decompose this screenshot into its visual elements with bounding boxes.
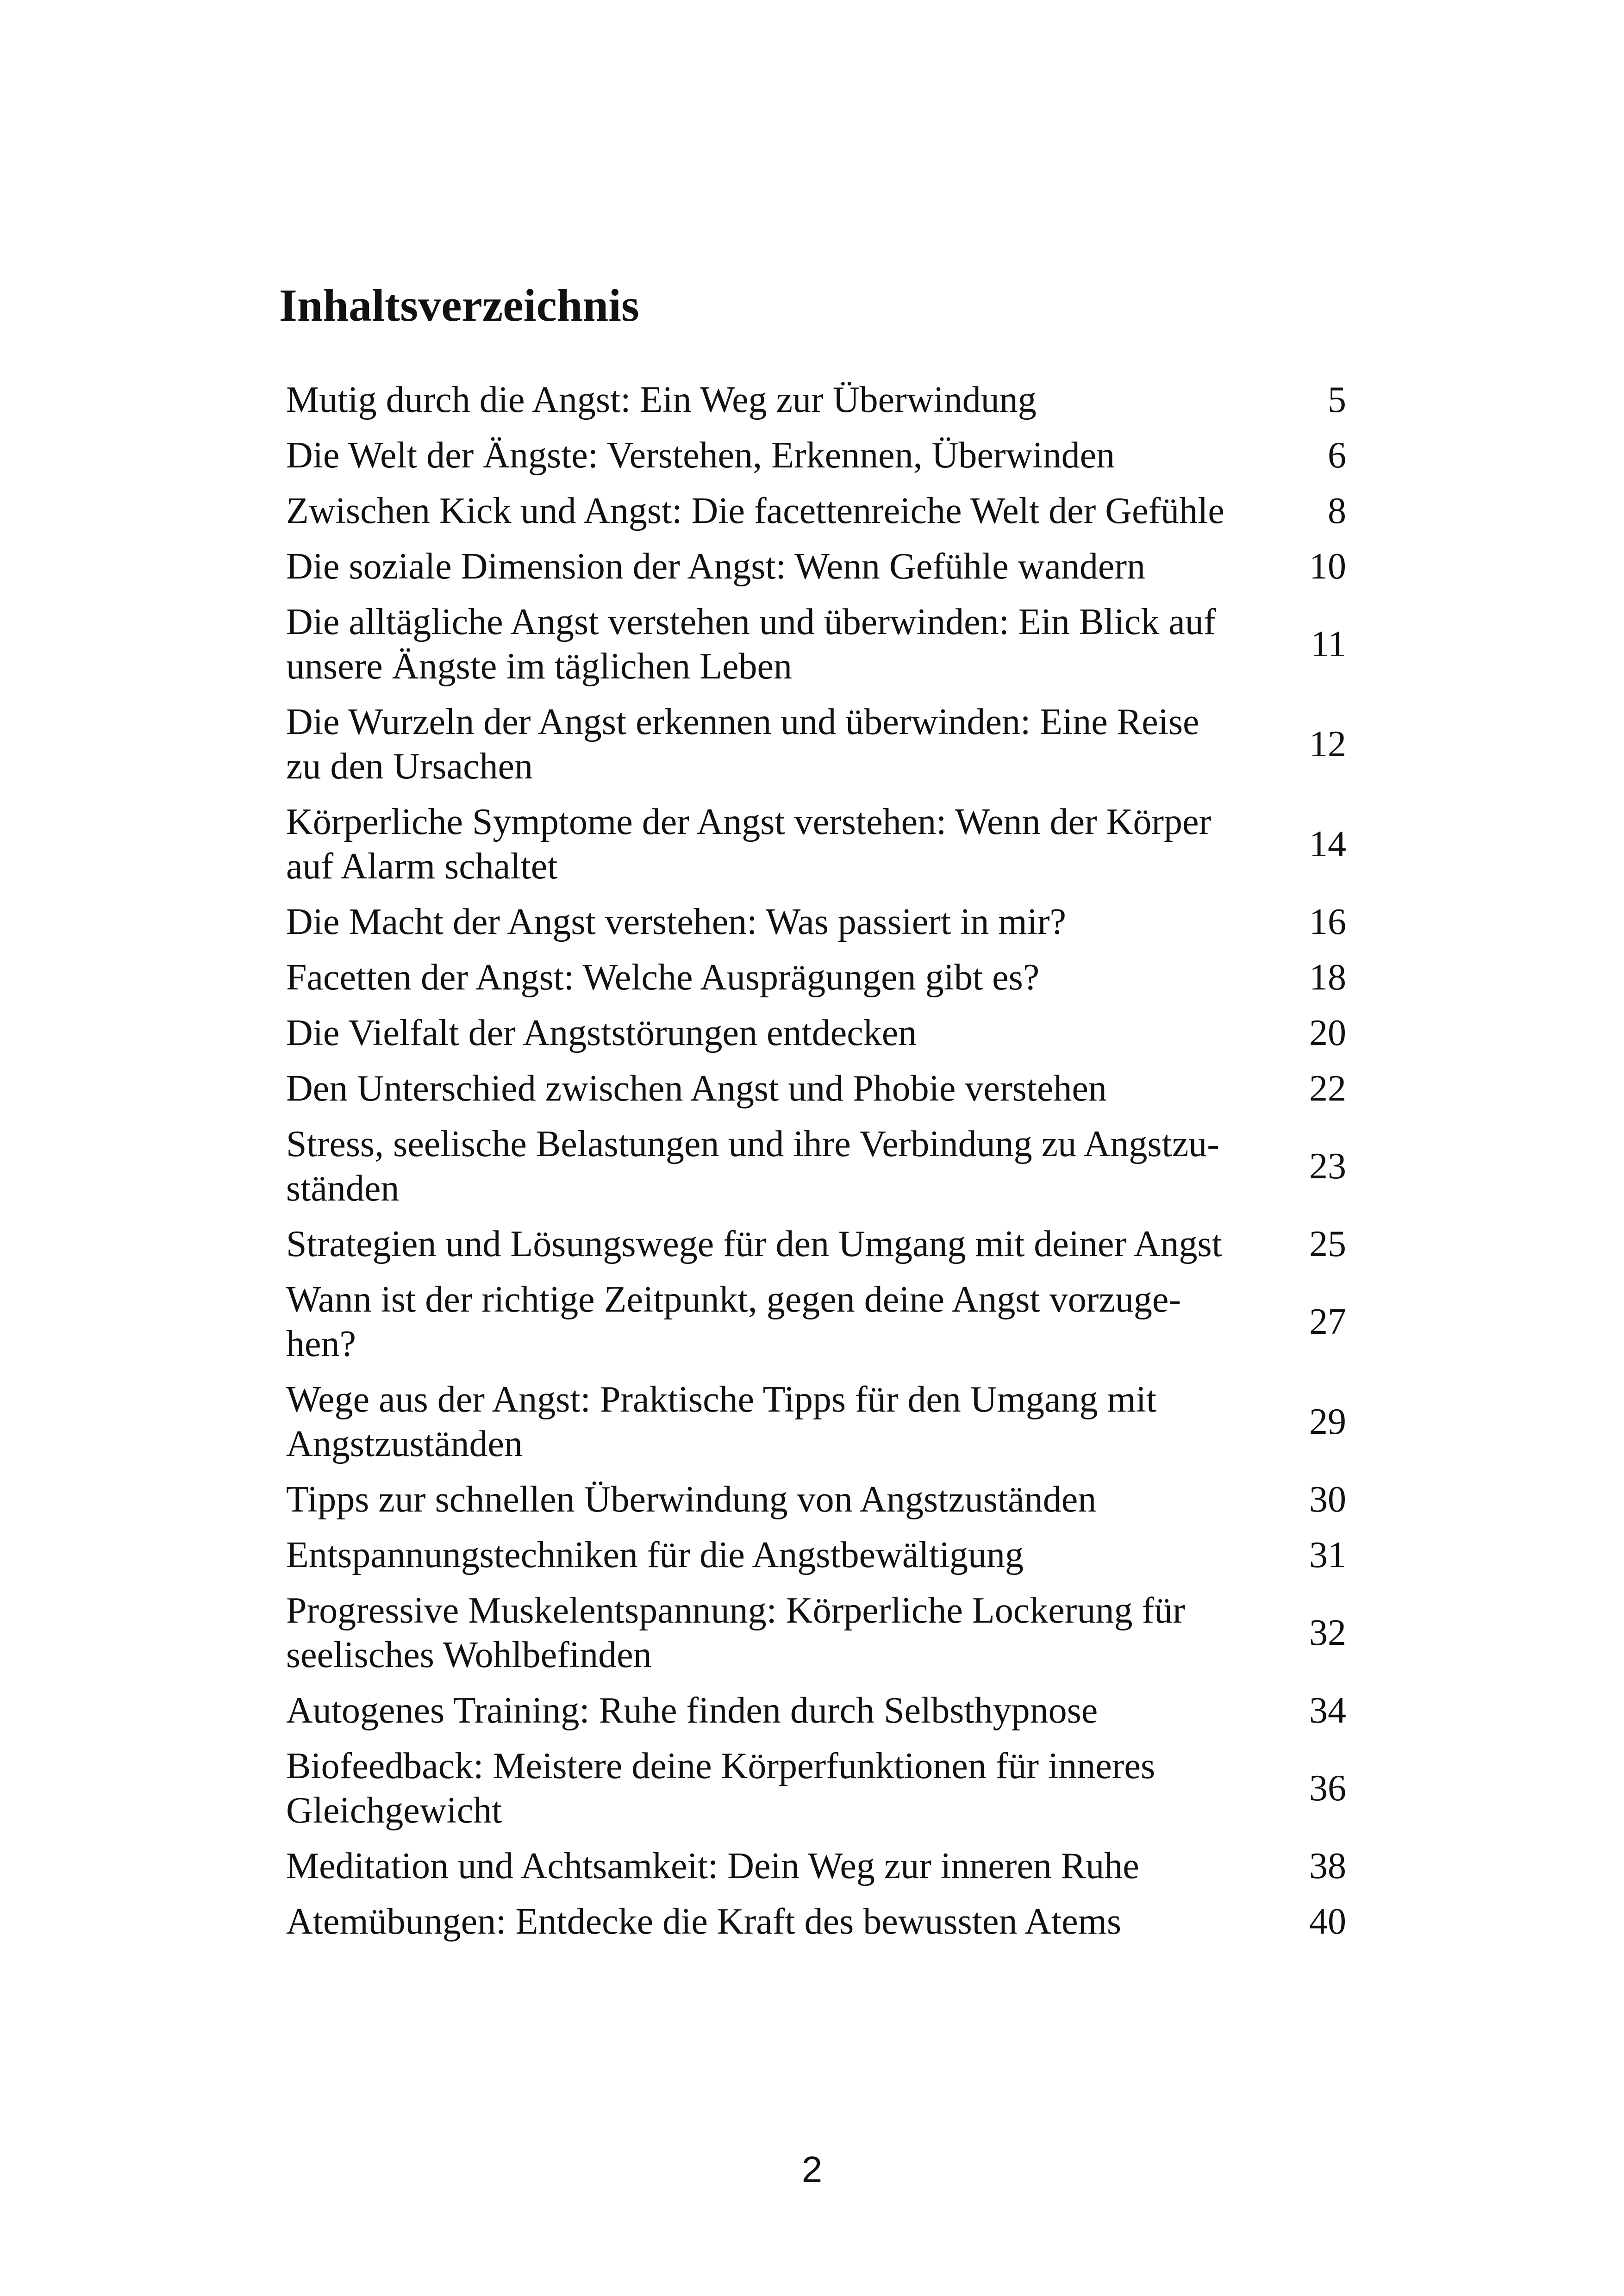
toc-entry-page: 27 — [1309, 1301, 1346, 1342]
toc-entry[interactable] — [286, 1377, 1346, 1466]
toc-entry[interactable] — [286, 489, 1346, 533]
toc-entry[interactable] — [286, 1688, 1346, 1733]
toc-entry-text: Meditation und Achtsamkeit: Dein Weg zur inneren Ruhe — [286, 1846, 1139, 1886]
toc-entry-text: Entspannungstechniken für die Angstbewältigung — [286, 1535, 1024, 1575]
toc-entry-text: Tipps zur schnellen Überwindung von Angstzuständen — [286, 1479, 1097, 1520]
toc-entry-text: Facetten der Angst: Welche Ausprägungen gibt es? — [286, 957, 1040, 998]
toc-entry-text: Körperliche Symptome der Angst verstehen: Wenn der Körper auf Alarm schaltet — [286, 802, 1212, 887]
toc-entry-page: 22 — [1309, 1068, 1346, 1109]
toc-entry[interactable] — [286, 1744, 1346, 1833]
toc-entry[interactable] — [286, 1588, 1346, 1677]
toc-entry-text: Die Macht der Angst verstehen: Was passiert in mir? — [286, 902, 1066, 942]
toc-entry-text: Die soziale Dimension der Angst: Wenn Gefühle wandern — [286, 546, 1146, 587]
toc-entry[interactable] — [286, 1844, 1346, 1888]
toc-entry-page: 10 — [1309, 546, 1346, 587]
toc-entry-page: 14 — [1309, 824, 1346, 865]
toc-list — [286, 378, 1346, 1955]
toc-entry-page: 11 — [1310, 624, 1346, 665]
toc-entry-text: Die Vielfalt der Angststörungen entdecken — [286, 1013, 917, 1053]
toc-title: Inhaltsverzeichnis — [279, 280, 639, 331]
toc-entry[interactable] — [286, 600, 1346, 689]
toc-entry[interactable] — [286, 800, 1346, 889]
toc-entry[interactable] — [286, 1122, 1346, 1211]
toc-entry-page: 20 — [1309, 1013, 1346, 1053]
toc-entry[interactable] — [286, 1222, 1346, 1266]
toc-entry-page: 23 — [1309, 1146, 1346, 1187]
toc-entry-text: Biofeedback: Meistere deine Körperfunktionen für inneres Gleichgewicht — [286, 1746, 1156, 1831]
toc-entry-text: Progressive Muskelentspannung: Körperliche Lockerung für seelisches Wohlbefinden — [286, 1590, 1185, 1675]
toc-entry-text: Stress, seelische Belastungen und ihre Verbindung zu Angstzu- ständen — [286, 1124, 1219, 1209]
toc-entry-page: 40 — [1309, 1901, 1346, 1942]
toc-entry-page: 12 — [1309, 724, 1346, 765]
toc-entry-page: 30 — [1309, 1479, 1346, 1520]
toc-entry-text: Atemübungen: Entdecke die Kraft des bewussten Atems — [286, 1901, 1121, 1942]
toc-entry-text: Wege aus der Angst: Praktische Tipps für den Umgang mit Angstzuständen — [286, 1379, 1157, 1464]
toc-entry-page: 29 — [1309, 1401, 1346, 1442]
toc-entry-page: 36 — [1309, 1768, 1346, 1809]
toc-entry-page: 8 — [1328, 491, 1346, 531]
toc-entry-text: Mutig durch die Angst: Ein Weg zur Überwindung — [286, 380, 1037, 420]
toc-entry-page: 31 — [1309, 1535, 1346, 1575]
toc-entry-text: Wann ist der richtige Zeitpunkt, gegen deine Angst vorzuge- hen? — [286, 1279, 1181, 1364]
toc-entry[interactable] — [286, 1066, 1346, 1111]
toc-entry-text: Zwischen Kick und Angst: Die facettenreiche Welt der Gefühle — [286, 491, 1224, 531]
toc-entry-page: 5 — [1328, 380, 1346, 420]
toc-entry[interactable] — [286, 378, 1346, 422]
toc-entry[interactable] — [286, 1533, 1346, 1577]
toc-entry[interactable] — [286, 1477, 1346, 1522]
toc-entry-page: 6 — [1328, 435, 1346, 476]
toc-entry-text: Strategien und Lösungswege für den Umgang mit deiner Angst — [286, 1224, 1222, 1264]
page-number: 2 — [801, 2149, 823, 2190]
toc-entry-page: 32 — [1309, 1612, 1346, 1653]
toc-entry[interactable] — [286, 1277, 1346, 1366]
toc-entry-page: 25 — [1309, 1224, 1346, 1264]
toc-entry-text: Autogenes Training: Ruhe finden durch Selbsthypnose — [286, 1690, 1098, 1731]
toc-entry-page: 38 — [1309, 1846, 1346, 1886]
toc-entry[interactable] — [286, 544, 1346, 589]
toc-entry[interactable] — [286, 955, 1346, 1000]
toc-entry-text: Die alltägliche Angst verstehen und überwinden: Ein Blick auf unsere Ängste im täglichen Leben — [286, 602, 1216, 687]
toc-entry[interactable] — [286, 1899, 1346, 1944]
toc-entry-text: Die Wurzeln der Angst erkennen und überwinden: Eine Reise zu den Ursachen — [286, 702, 1199, 787]
toc-entry[interactable] — [286, 433, 1346, 478]
toc-entry-text: Die Welt der Ängste: Verstehen, Erkennen, Überwinden — [286, 435, 1115, 476]
toc-entry[interactable] — [286, 1011, 1346, 1055]
toc-entry[interactable] — [286, 900, 1346, 944]
toc-entry-text: Den Unterschied zwischen Angst und Phobie verstehen — [286, 1068, 1107, 1109]
toc-entry[interactable] — [286, 700, 1346, 789]
toc-entry-page: 34 — [1309, 1690, 1346, 1731]
toc-entry-page: 18 — [1309, 957, 1346, 998]
toc-entry-page: 16 — [1309, 902, 1346, 942]
